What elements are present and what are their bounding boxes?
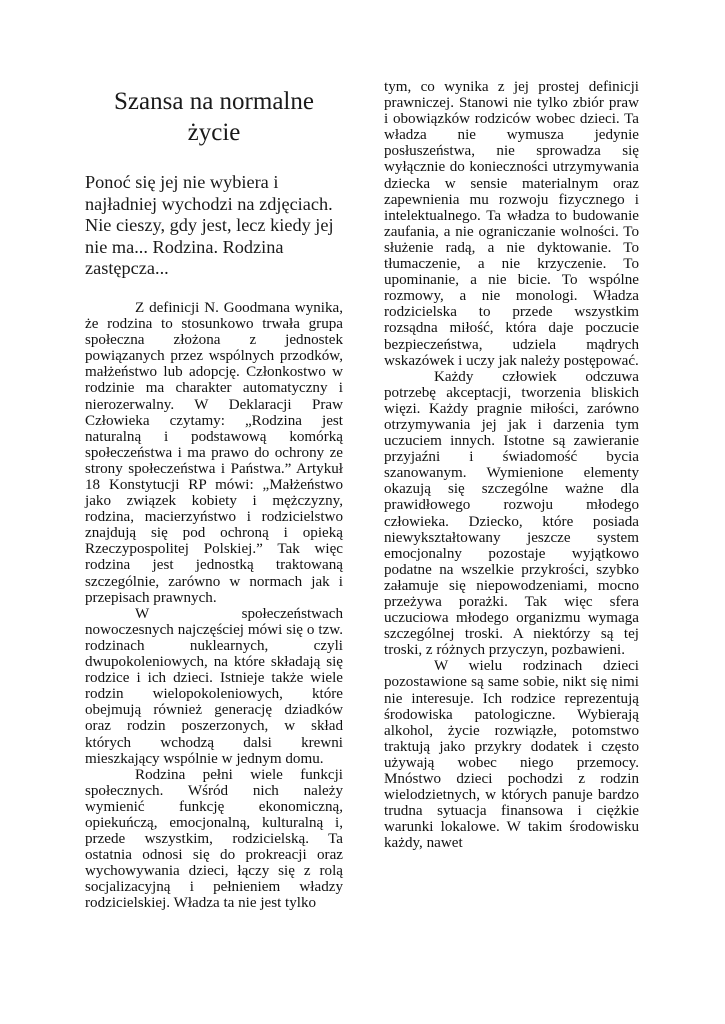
left-column [85,86,343,912]
article-title: Szansa na normalne życie [114,88,314,146]
body-paragraph-continued: tym, co wynika z jej prostej definicji prawniczej. Stanowi nie tylko zbiór praw i obowiązków rodziców wobec dzieci. Ta władza nie wymusza jedynie posłuszeństwa, nie sprowadza się wyłącznie do konieczności utrzymywania dziecka w sensie materialnym oraz zapewnienia mu rozwoju fizycznego i intelektualnego. Ta władza to budowanie zaufania, a nie ograniczanie wolności. To służenie radą, a nie dyktowanie. To tłumaczenie, a nie krzyczenie. To upominanie, a nie bicie. To wspólne rozmowy, a nie monologi. Władza rodzicielska to przede wszystkim rozsądna miłość, która daje poczucie bezpieczeństwa, udziela mądrych wskazówek i uczy jak należy postępować. [384,79,639,369]
article-lead: Ponoć się jej nie wybiera i najładniej wychodzi na zdjęciach. Nie cieszy, gdy jest, lecz kiedy jej nie ma... Rodzina. Rodzina zastępcza... [85,172,334,279]
body-paragraph: Z definicji N. Goodmana wynika, że rodzina to stosunkowo trwała grupa społeczna złożona z jednostek powiązanych przez wspólnych przodków, małżeństwo lub adopcję. Członkostwo w rodzinie ma charakter automatyczny i nierozerwalny. W Deklaracji Praw Człowieka czytamy: „Rodzina jest naturalną i podstawową komórką społeczeństwa i ma prawo do ochrony ze strony społeczeństwa i Państwa.” Artykuł 18 Konstytucji RP mówi: „Małżeństwo jako związek kobiety i mężczyzny, rodzina, macierzyństwo i rodzicielstwo znajdują się pod ochroną i opieką Rzeczypospolitej Polskiej.” Tak więc rodzina jest jednostką traktowaną szczególnie, zarówno w normach jak i przepisach prawnych. [85,299,343,606]
body-paragraph: Rodzina pełni wiele funkcji społecznych. Wśród nich należy wymienić funkcję ekonomiczną, opiekuńczą, emocjonalną, kulturalną i, przede wszystkim, rodzicielską. Ta ostatnia odnosi się do prokreacji oraz wychowywania dzieci, łączy się z rolą socjalizacyjną i pełnieniem władzy rodzicielskiej. Władza ta nie jest tylko [85,766,343,912]
body-paragraph: Każdy człowiek odczuwa potrzebę akceptacji, tworzenia bliskich więzi. Każdy pragnie miłości, zarówno otrzymywania jej jak i darzenia tym uczuciem innych. Istotne są zawieranie przyjaźni i świadomość bycia szanowanym. Wymienione elementy okazują się szczególne ważne dla prawidłowego rozwoju młodego człowieka. Dziecko, które posiada niewykształtowany jeszcze system emocjonalny pozostaje wyjątkowo podatne na wszelkie przykrości, szybko załamuje się niepowodzeniami, mocno przeżywa porażki. Tak więc sfera uczuciowa młodego organizmu wymaga szczególnej troski. A niektórzy są tej troski, z różnych przyczyn, pozbawieni. [384,368,639,659]
right-column [384,79,639,852]
body-paragraph: W wielu rodzinach dzieci pozostawione są same sobie, nikt się nimi nie interesuje. Ich rodzice reprezentują środowiska patologiczne. Wybierają alkohol, życie rozwiązłe, potomstwo traktują jako przykry dodatek i często używają wobec niego przemocy. Mnóstwo dzieci pochodzi z rodzin wielodzietnych, w których panuje bardzo trudna sytuacja finansowa i ciężkie warunki lokalowe. W takim środowisku każdy, nawet [384,658,639,852]
body-paragraph: W społeczeństwach nowoczesnych najczęściej mówi się o tzw. rodzinach nuklearnych, czyli dwupokoleniowych, na które składają się rodzice i ich dzieci. Istnieje także wiele rodzin wielopokoleniowych, które obejmują również generację dziadków oraz rodzin poszerzonych, w skład których wchodzą dalsi krewni mieszkający wspólnie w jednym domu. [85,605,343,767]
